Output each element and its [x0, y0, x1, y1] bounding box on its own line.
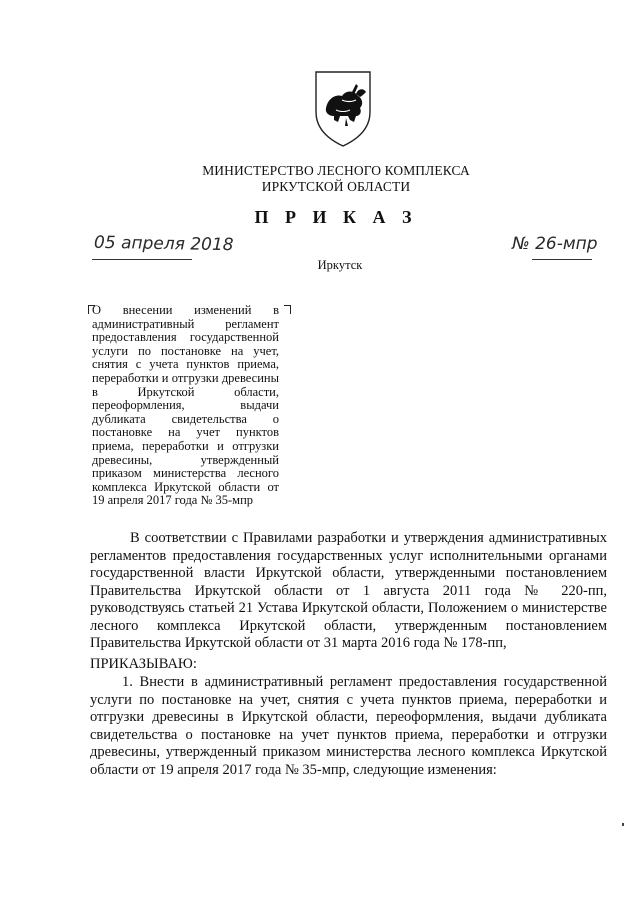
ministry-name-line2: ИРКУТСКОЙ ОБЛАСТИ: [261, 179, 411, 194]
order-item-1: 1. Внести в административный регламент предоставления государственной услуги по постановке на учет, снятия с учета пунктов приема, переработки и отгрузки древесины в Иркутской области, переоформления, выдачи дубликата свидетельства о постановке на учет пунктов приема, переработки и отгрузки древесины, утвержденный приказом министерства лесного комплекса Иркутской области от 19 апреля 2017 года № 35-мпр, следующие изменения:: [90, 674, 607, 778]
handwritten-date: 05 апреля 2018: [93, 232, 234, 256]
order-word: ПРИКАЗЫВАЮ:: [90, 656, 197, 672]
coat-of-arms-icon: [312, 70, 374, 148]
preamble-paragraph: В соответствии с Правилами разработки и утверждения административных регламентов предоставления государственных услуг исполнительными органами государственной власти Иркутской области, утвержденными постановлением Правительства Иркутской области от 1 августа 2011 года № 220-пп, руководствуясь статьей 21 Устава Иркутской области, Положением о министерстве лесного комплекса Иркутской области, утвержденным постановлением Правительства Иркутской области от 31 марта 2016 года № 178-пп,: [90, 530, 607, 651]
document-type-title: П Р И К А З: [254, 207, 418, 227]
scan-mark: [622, 823, 624, 826]
number-underline: [532, 259, 592, 260]
subject-bracket-right: [284, 305, 291, 314]
handwritten-order-number: № 26-мпр: [512, 234, 598, 254]
order-subject: О внесении изменений в административный регламент предоставления государственной услуги по постановке на учет, снятия с учета пунктов приема, переработки и отгрузки древесины в Иркутской области, переоформления, выдачи дубликата свидетельства о постановке на учет пунктов приема, переработки и отгрузки древесины, утвержденный приказом министерства лесного комплекса Иркутской области от 19 апреля 2017 года № 35-мпр: [92, 303, 279, 508]
city-label: Иркутск: [317, 258, 363, 272]
ministry-name-line1: МИНИСТЕРСТВО ЛЕСНОГО КОМПЛЕКСА: [202, 163, 470, 178]
